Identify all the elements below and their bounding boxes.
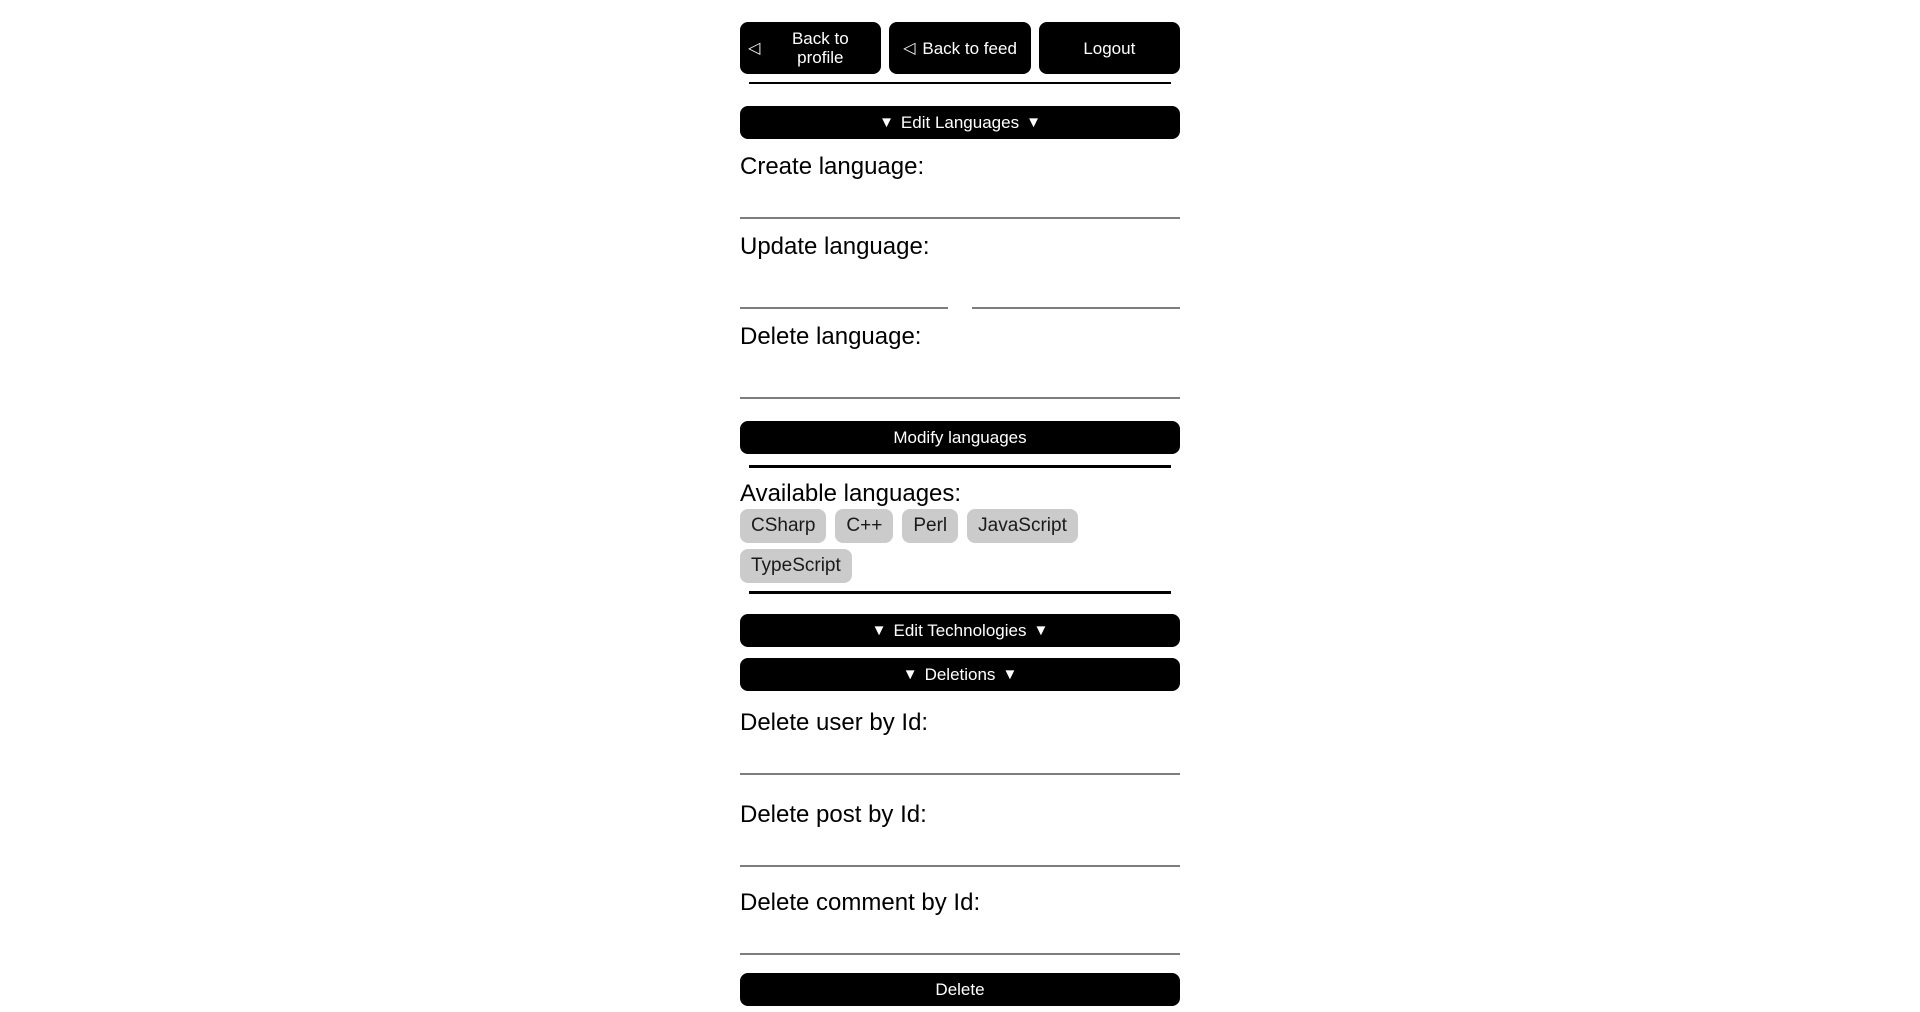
delete-button-label: Delete: [935, 980, 985, 999]
top-button-row: [740, 22, 1180, 74]
update-language-label: Update language:: [740, 233, 930, 260]
back-to-feed-label: Back to feed: [922, 38, 1017, 58]
deletions-toggle[interactable]: [740, 658, 1180, 691]
edit-languages-label: Edit Languages: [900, 113, 1020, 132]
modify-languages-button[interactable]: [740, 421, 1180, 454]
language-tag-perl[interactable]: Perl: [902, 509, 958, 543]
update-language-to-input[interactable]: [972, 271, 1180, 309]
back-to-profile-button[interactable]: [740, 22, 881, 74]
edit-languages-toggle[interactable]: [740, 106, 1180, 139]
logout-button[interactable]: [1039, 22, 1180, 74]
create-language-label: Create language:: [740, 153, 925, 180]
chevron-down-icon: ▼: [1002, 666, 1018, 683]
edit-technologies-label: Edit Technologies: [893, 621, 1027, 640]
update-language-from-input[interactable]: [740, 271, 948, 309]
delete-comment-label: Delete comment by Id:: [740, 889, 981, 916]
delete-button[interactable]: [740, 973, 1180, 1006]
back-to-feed-button[interactable]: [889, 22, 1030, 74]
available-languages-label: Available languages:: [740, 480, 962, 507]
delete-user-input[interactable]: [740, 737, 1180, 775]
chevron-down-icon: ▼: [879, 114, 894, 131]
language-tag-csharp[interactable]: CSharp: [740, 509, 826, 543]
logout-label: Logout: [1083, 38, 1136, 58]
delete-user-label: Delete user by Id:: [740, 709, 929, 736]
modify-languages-label: Modify languages: [893, 428, 1027, 447]
update-language-inputs: [740, 271, 1180, 309]
chevron-down-icon: ▼: [1033, 622, 1049, 639]
back-icon: ◁: [748, 39, 761, 57]
delete-language-input[interactable]: [740, 361, 1180, 399]
language-tag-typescript[interactable]: TypeScript: [740, 549, 852, 583]
delete-comment-input[interactable]: [740, 917, 1180, 955]
chevron-down-icon: ▼: [871, 622, 887, 639]
chevron-down-icon: ▼: [1026, 114, 1041, 131]
delete-post-input[interactable]: [740, 829, 1180, 867]
back-icon: ◁: [903, 39, 916, 57]
delete-language-label: Delete language:: [740, 323, 922, 350]
language-tag-list: [740, 509, 1180, 583]
language-tag-cpp[interactable]: C++: [835, 509, 893, 543]
divider: [749, 82, 1171, 84]
content-column: [740, 22, 1180, 1012]
back-to-profile-label: Back to profile: [791, 29, 849, 67]
divider: [749, 465, 1171, 468]
chevron-down-icon: ▼: [902, 666, 918, 683]
divider: [749, 591, 1171, 594]
deletions-label: Deletions: [924, 665, 996, 684]
edit-technologies-toggle[interactable]: [740, 614, 1180, 647]
delete-post-label: Delete post by Id:: [740, 801, 927, 828]
create-language-input[interactable]: [740, 181, 1180, 219]
language-tag-javascript[interactable]: JavaScript: [967, 509, 1078, 543]
